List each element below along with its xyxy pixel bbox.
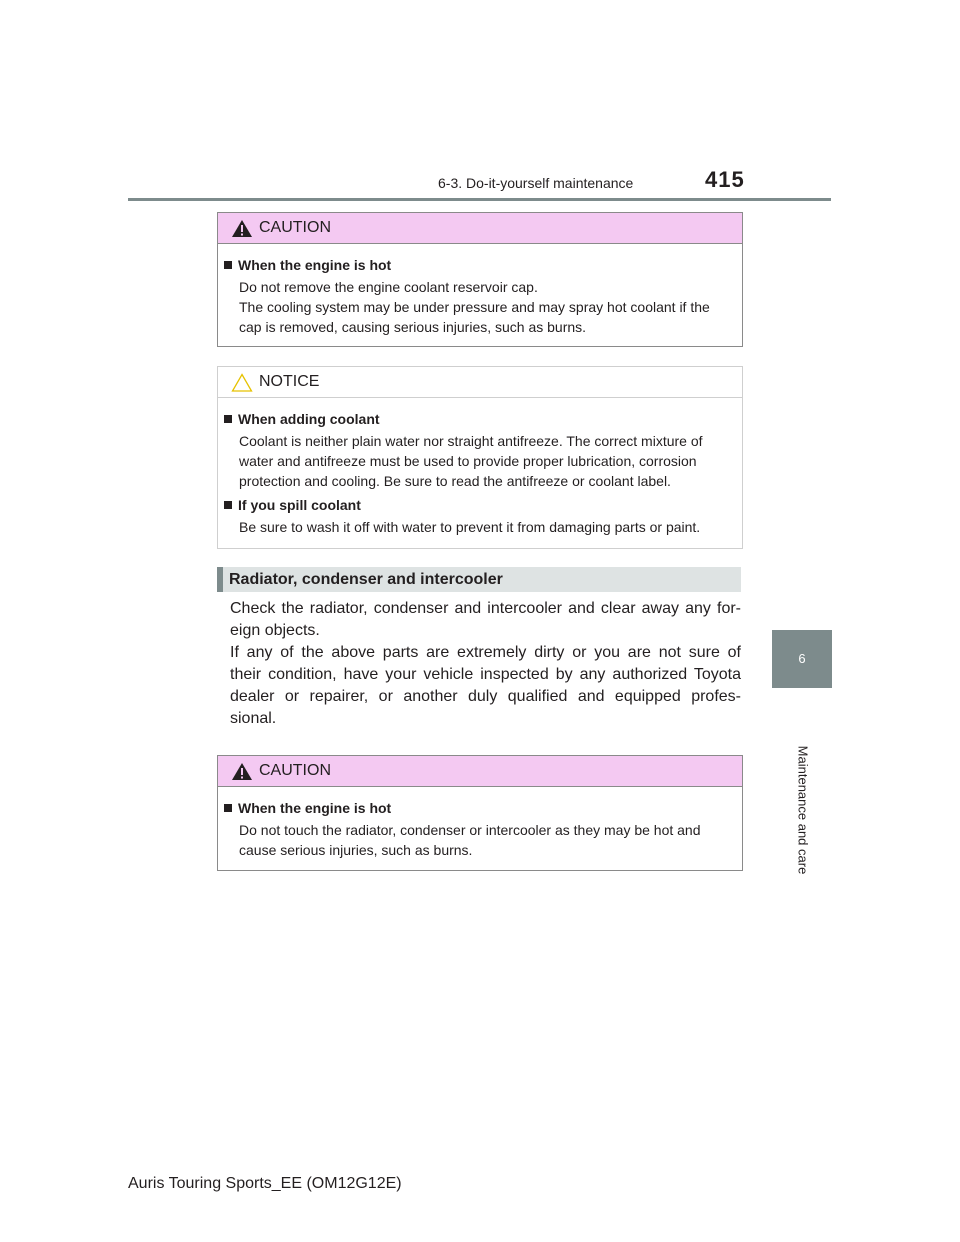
caution-subheading-text: When the engine is hot	[238, 800, 392, 816]
notice-box-coolant	[217, 366, 743, 549]
notice-subheading-text: If you spill coolant	[238, 497, 361, 513]
header-rule	[128, 198, 831, 201]
notice-text-line: water and antifreeze must be used to provide proper lubrication, corrosion	[239, 453, 697, 469]
section-heading-text: Radiator, condenser and intercooler	[229, 570, 503, 588]
section-body	[230, 598, 741, 730]
caution-text-line: The cooling system may be under pressure and may spray hot coolant if the	[239, 299, 710, 315]
notice-text	[239, 431, 732, 491]
chapter-number: 6	[798, 651, 806, 666]
notice-text-line: Coolant is neither plain water nor straight antifreeze. The correct mixture of	[239, 433, 703, 449]
caution-title: CAUTION	[259, 219, 331, 236]
bullet-square-icon	[224, 804, 232, 812]
notice-text-line: protection and cooling. Be sure to read the antifreeze or coolant label.	[239, 473, 671, 489]
header-section-title: 6-3. Do-it-yourself maintenance	[438, 175, 634, 191]
caution-text-line: cause serious injuries, such as burns.	[239, 842, 473, 858]
body-line: eign objects.	[230, 622, 320, 639]
caution-subheading	[224, 800, 732, 816]
bullet-square-icon	[224, 415, 232, 423]
body-line: their condition, have your vehicle inspected by any authorized Toyota	[230, 666, 741, 683]
warning-icon	[231, 219, 253, 238]
body-line: dealer or repairer, or another duly qualified and equipped profes-	[230, 688, 741, 705]
caution-body	[218, 244, 742, 355]
notice-text-line: Be sure to wash it off with water to prevent it from damaging parts or paint.	[239, 519, 701, 535]
notice-body	[218, 398, 742, 555]
bullet-square-icon	[224, 501, 232, 509]
body-line: Check the radiator, condenser and intercooler and clear away any for-	[230, 600, 741, 617]
caution-text-line: cap is removed, causing serious injuries, such as burns.	[239, 319, 587, 335]
caution-text	[239, 820, 732, 860]
notice-title: NOTICE	[259, 373, 320, 390]
caution-title: CAUTION	[259, 762, 331, 779]
body-line: sional.	[230, 710, 277, 727]
warning-icon	[231, 762, 253, 781]
caution-subheading	[224, 257, 732, 273]
caution-body	[218, 787, 742, 878]
caution-header	[218, 213, 742, 244]
notice-text	[239, 517, 732, 537]
section-heading	[217, 567, 741, 592]
notice-subheading	[224, 497, 732, 513]
chapter-tab	[772, 630, 832, 688]
caution-box-engine-coolant	[217, 212, 743, 347]
notice-subheading	[224, 411, 732, 427]
body-line: If any of the above parts are extremely dirty or you are not sure of	[230, 644, 741, 661]
bullet-square-icon	[224, 261, 232, 269]
page-number: 415	[705, 167, 745, 192]
notice-subheading-text: When adding coolant	[238, 411, 380, 427]
footer-model: Auris Touring Sports_EE (OM12G12E)	[128, 1175, 402, 1192]
caution-text-line: Do not remove the engine coolant reservoir cap.	[239, 279, 538, 295]
caution-text-line: Do not touch the radiator, condenser or intercooler as they may be hot and	[239, 822, 701, 838]
notice-warning-icon	[231, 373, 253, 392]
caution-header	[218, 756, 742, 787]
chapter-title: Maintenance and care	[795, 745, 811, 875]
caution-text	[239, 277, 732, 337]
caution-box-radiator	[217, 755, 743, 871]
section-heading-bar	[217, 567, 223, 592]
caution-subheading-text: When the engine is hot	[238, 257, 392, 273]
notice-header	[218, 367, 742, 398]
